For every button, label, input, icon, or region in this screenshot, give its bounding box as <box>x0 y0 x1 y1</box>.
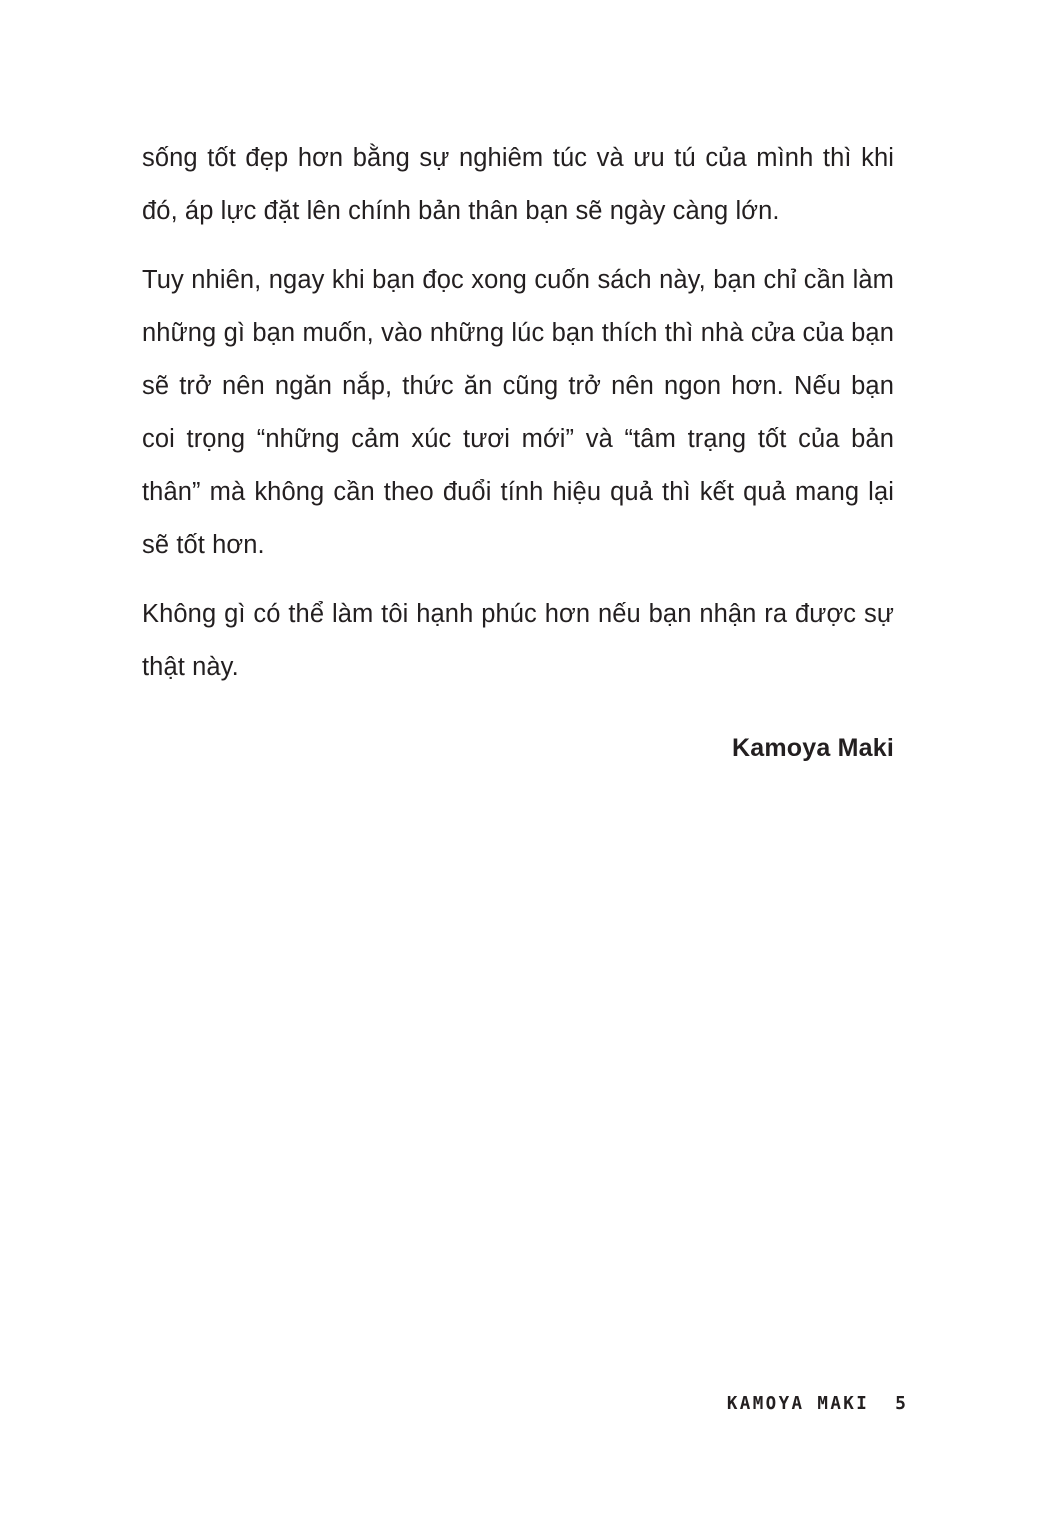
page-footer <box>142 1393 906 1414</box>
author-signature: Kamoya Maki <box>732 734 894 762</box>
page-number: 5 <box>895 1393 906 1414</box>
footer-author-name: KAMOYA MAKI <box>726 1394 870 1414</box>
paragraph-2: Tuy nhiên, ngay khi bạn đọc xong cuốn sách này, bạn chỉ cần làm những gì bạn muốn, vào những lúc bạn thích thì nhà cửa của bạn sẽ trở nên ngăn nắp, thức ăn cũng trở nên ngon hơn. Nếu bạn coi trọng “những cảm xúc tươi mới” và “tâm trạng tốt của bản thân” mà không cần theo đuổi tính hiệu quả thì kết quả mang lại sẽ tốt hơn. <box>142 266 894 559</box>
paragraph-1: sống tốt đẹp hơn bằng sự nghiêm túc và ưu tú của mình thì khi đó, áp lực đặt lên chính bản thân bạn sẽ ngày càng lớn. <box>142 144 894 225</box>
paragraph-3: Không gì có thể làm tôi hạnh phúc hơn nếu bạn nhận ra được sự thật này. <box>142 600 894 681</box>
page-body <box>142 132 894 763</box>
